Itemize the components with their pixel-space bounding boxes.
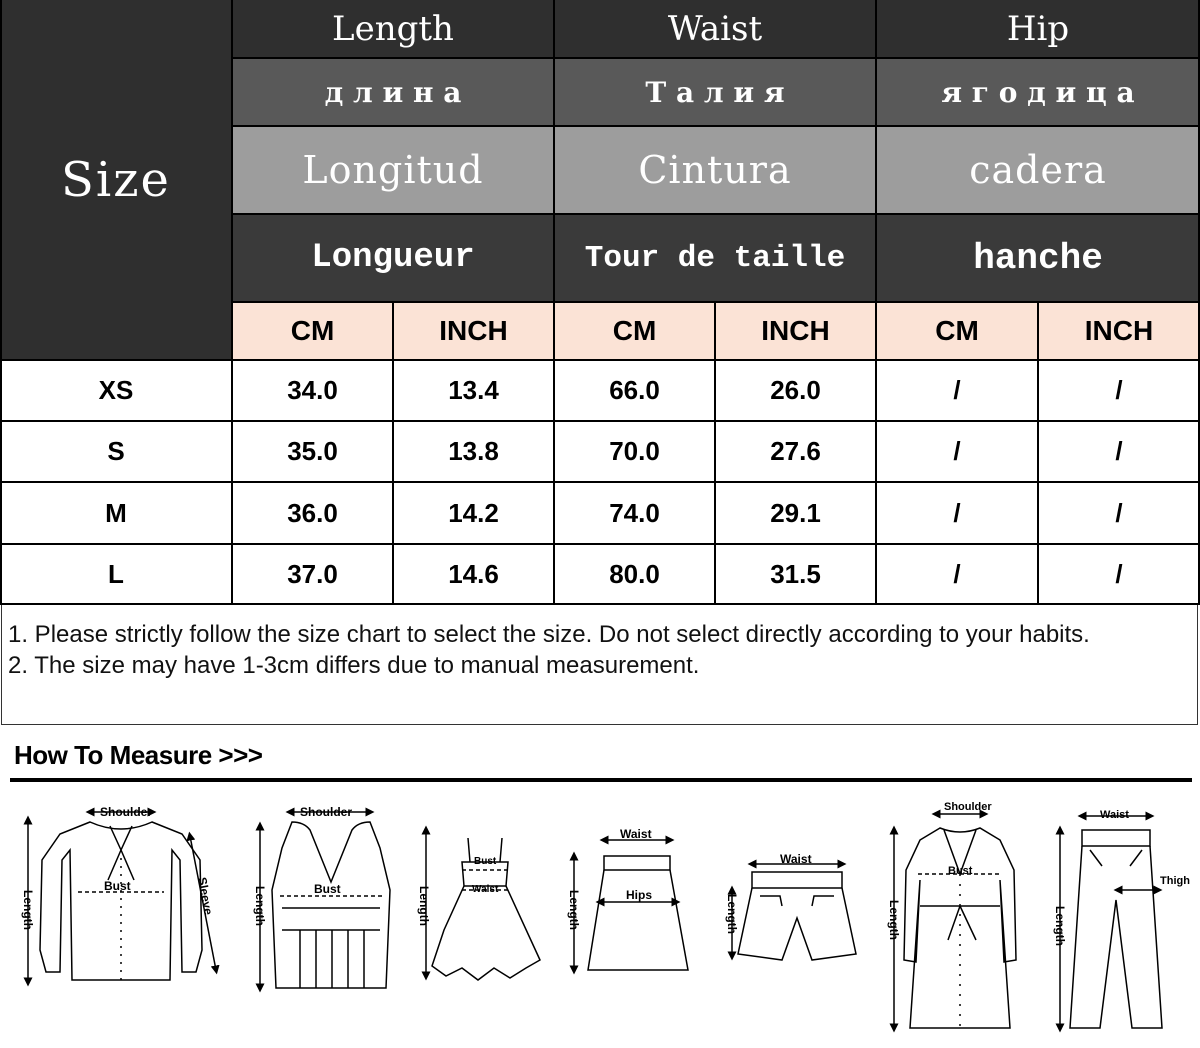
- grid-line: [232, 213, 1200, 215]
- table-cell: 80.0: [554, 544, 715, 605]
- table-cell: 34.0: [232, 360, 393, 421]
- table-cell: 66.0: [554, 360, 715, 421]
- grid-line: [0, 420, 1200, 422]
- col-header-length-fr: Longueur: [232, 214, 554, 302]
- table-cell: 37.0: [232, 544, 393, 605]
- table-cell: 13.8: [393, 421, 554, 482]
- label-waist: Waist: [1100, 809, 1129, 821]
- measurement-illustrations: [0, 790, 1200, 1048]
- table-cell: /: [876, 421, 1038, 482]
- grid-line: [232, 301, 1200, 303]
- row-size-label: L: [0, 544, 232, 605]
- unit-header: INCH: [393, 302, 554, 360]
- label-length: Length: [567, 890, 581, 930]
- table-cell: 14.2: [393, 482, 554, 544]
- label-bust: Bust: [948, 865, 973, 877]
- table-cell: /: [876, 482, 1038, 544]
- col-header-waist-fr: Tour de taille: [554, 214, 876, 302]
- skirt-icon: [574, 840, 688, 970]
- row-size-label: M: [0, 482, 232, 544]
- grid-line: [0, 543, 1200, 545]
- unit-header: INCH: [715, 302, 876, 360]
- note-1: 1. Please strictly follow the size chart to select the size. Do not select directly according to your habits.: [8, 621, 1090, 648]
- sundress-icon: [426, 830, 540, 980]
- table-cell: /: [1038, 421, 1200, 482]
- label-bust: Bust: [474, 856, 497, 867]
- unit-header: CM: [876, 302, 1038, 360]
- label-sleeve: Sleeve: [195, 876, 216, 916]
- table-cell: 26.0: [715, 360, 876, 421]
- how-to-measure-title: How To Measure >>>: [14, 740, 263, 770]
- col-header-waist-es: Cintura: [554, 126, 876, 214]
- label-shoulder: Shoulder: [944, 801, 992, 813]
- label-length: Length: [253, 886, 267, 926]
- table-cell: 36.0: [232, 482, 393, 544]
- col-header-waist-en: Waist: [554, 0, 876, 58]
- grid-line: [714, 302, 716, 605]
- label-waist: Waist: [620, 827, 652, 841]
- label-shoulder: Shoulder: [100, 805, 153, 819]
- label-shoulder: Shoulder: [300, 805, 353, 819]
- col-header-length-en: Length: [232, 0, 554, 58]
- col-header-length-es: Longitud: [232, 126, 554, 214]
- col-header-hip-es: cadera: [876, 126, 1200, 214]
- label-bust: Bust: [314, 882, 341, 896]
- note-2: 2. The size may have 1-3cm differs due to manual measurement.: [8, 652, 700, 679]
- table-cell: /: [876, 360, 1038, 421]
- label-waist: Waist: [780, 852, 812, 866]
- table-cell: /: [1038, 482, 1200, 544]
- grid-line: [0, 481, 1200, 483]
- label-length: Length: [21, 890, 35, 930]
- table-cell: 14.6: [393, 544, 554, 605]
- row-size-label: S: [0, 421, 232, 482]
- table-cell: /: [1038, 544, 1200, 605]
- row-size-label: XS: [0, 360, 232, 421]
- trench-coat-icon: [894, 814, 1016, 1028]
- grid-line: [0, 359, 1200, 361]
- unit-header: CM: [554, 302, 715, 360]
- table-cell: 13.4: [393, 360, 554, 421]
- label-length: Length: [725, 894, 739, 934]
- label-thigh: Thigh: [1160, 875, 1190, 887]
- col-header-length-ru: д л и н а: [232, 58, 554, 126]
- size-header: Size: [0, 0, 232, 360]
- grid-line: [392, 302, 394, 605]
- label-bust: Bust: [104, 879, 131, 893]
- label-waist: Waist: [472, 884, 499, 895]
- table-cell: 27.6: [715, 421, 876, 482]
- table-cell: 74.0: [554, 482, 715, 544]
- label-length: Length: [1053, 906, 1067, 946]
- label-length: Length: [887, 900, 901, 940]
- table-cell: /: [1038, 360, 1200, 421]
- blouse-icon: [28, 812, 216, 982]
- grid-line: [232, 57, 1200, 59]
- table-cell: 31.5: [715, 544, 876, 605]
- grid-line: [232, 125, 1200, 127]
- col-header-hip-ru: я г о д и ц а: [876, 58, 1200, 126]
- table-cell: 70.0: [554, 421, 715, 482]
- grid-line: [1037, 302, 1039, 605]
- jeans-icon: [1060, 816, 1162, 1028]
- grid-line: [0, 0, 2, 605]
- label-hips: Hips: [626, 888, 653, 902]
- col-header-hip-fr: hanche: [876, 214, 1200, 302]
- table-cell: 29.1: [715, 482, 876, 544]
- shorts-icon: [732, 864, 856, 960]
- unit-header: CM: [232, 302, 393, 360]
- label-length: Length: [417, 886, 431, 926]
- col-header-waist-ru: Т а л и я: [554, 58, 876, 126]
- table-cell: 35.0: [232, 421, 393, 482]
- col-header-hip-en: Hip: [876, 0, 1200, 58]
- size-notes: [1, 605, 1198, 725]
- section-divider: [10, 778, 1192, 782]
- tank-top-icon: [260, 812, 390, 988]
- table-cell: /: [876, 544, 1038, 605]
- unit-header: INCH: [1038, 302, 1200, 360]
